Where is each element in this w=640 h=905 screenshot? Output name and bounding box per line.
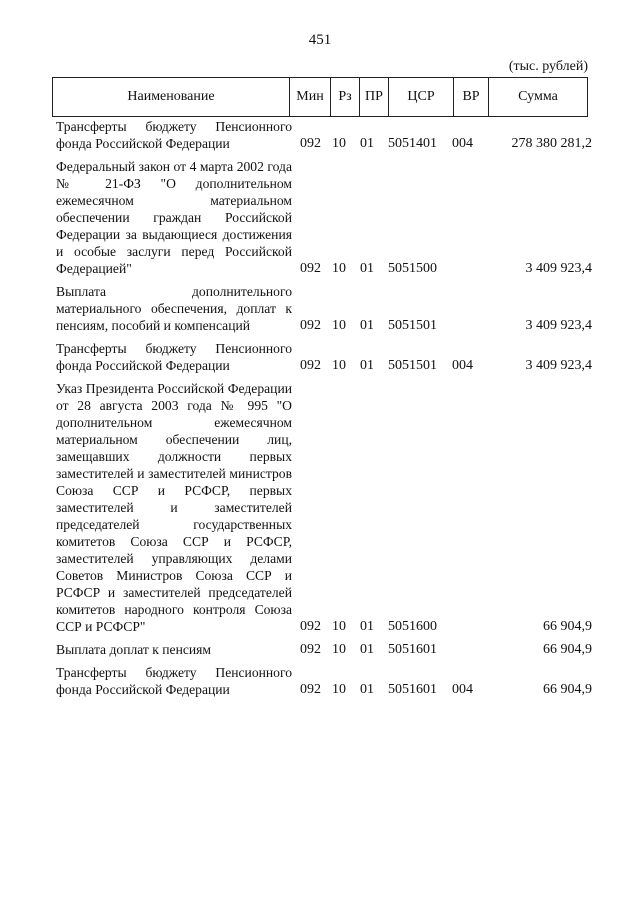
row-rz: 10 [332,261,346,276]
row-rz: 10 [332,619,346,634]
row-pr: 01 [360,682,374,697]
row-rz: 10 [332,136,346,151]
row-name: Трансферты бюджету Пенсионного фонда Российской Федерации [56,119,292,151]
table-row [52,158,592,277]
table-header [52,77,588,117]
row-min: 092 [300,682,321,697]
table-row [52,664,592,698]
row-csr: 5051601 [388,642,437,657]
table-row [52,340,592,374]
page-number: 451 [308,32,332,48]
row-pr: 01 [360,318,374,333]
row-sum: 3 409 923,4 [525,261,592,276]
row-name: Указ Президента Российской Федерации от 28 августа 2003 года № 995 "О дополнительном ежемесячном материальном обеспечении лиц, замещавших должности первых заместителей и заместителей министров Союза ССР и РСФСР, первых заместителей и заместителей председателей государственных комитетов Союза ССР и РСФСР, заместителей управляющих делами Советов Министров Союза ССР и РСФСР и заместителей председателей комитетов народного контроля Союза ССР и РСФСР" [56,381,292,634]
row-csr: 5051600 [388,619,437,634]
row-rz: 10 [332,682,346,697]
row-name: Выплата доплат к пенсиям [56,642,212,657]
table-row [52,283,592,334]
row-pr: 01 [360,619,374,634]
row-min: 092 [300,318,321,333]
row-pr: 01 [360,358,374,373]
row-pr: 01 [360,261,374,276]
row-vr: 004 [452,682,473,697]
row-name: Выплата дополнительного материального обеспечения, доплат к пенсиям, пособий и компенсаций [56,284,292,333]
table-row [52,380,592,635]
row-sum: 66 904,9 [543,619,592,634]
row-min: 092 [300,358,321,373]
table-row [52,641,592,658]
row-vr: 004 [452,358,473,373]
row-vr: 004 [452,136,473,151]
row-pr: 01 [360,136,374,151]
row-sum: 3 409 923,4 [525,318,592,333]
row-name: Федеральный закон от 4 марта 2002 года № 21-ФЗ "О дополнительном ежемесячном материальном обеспечении граждан Российской Федерации за выдающиеся достижения и особые заслуги перед Российской Федерацией" [56,159,292,276]
header-vr: ВР [454,78,489,117]
row-pr: 01 [360,642,374,657]
row-csr: 5051500 [388,261,437,276]
row-csr: 5051501 [388,318,437,333]
header-name: Наименование [53,78,290,117]
header-min: Мин [290,78,331,117]
row-sum: 66 904,9 [543,682,592,697]
row-csr: 5051601 [388,682,437,697]
row-rz: 10 [332,642,346,657]
row-min: 092 [300,642,321,657]
header-pr: ПР [360,78,389,117]
row-min: 092 [300,136,321,151]
row-sum: 66 904,9 [543,642,592,657]
row-name: Трансферты бюджету Пенсионного фонда Российской Федерации [56,341,292,373]
row-csr: 5051501 [388,358,437,373]
header-sum: Сумма [489,78,588,117]
row-csr: 5051401 [388,136,437,151]
row-min: 092 [300,619,321,634]
table-row [52,118,592,152]
row-name: Трансферты бюджету Пенсионного фонда Российской Федерации [56,665,292,697]
row-rz: 10 [332,318,346,333]
row-sum: 3 409 923,4 [525,358,592,373]
units-label: (тыс. рублей) [508,59,588,74]
table-body [52,118,592,704]
row-rz: 10 [332,358,346,373]
row-sum: 278 380 281,2 [511,136,592,151]
row-min: 092 [300,261,321,276]
header-rz: Рз [331,78,360,117]
header-csr: ЦСР [389,78,454,117]
